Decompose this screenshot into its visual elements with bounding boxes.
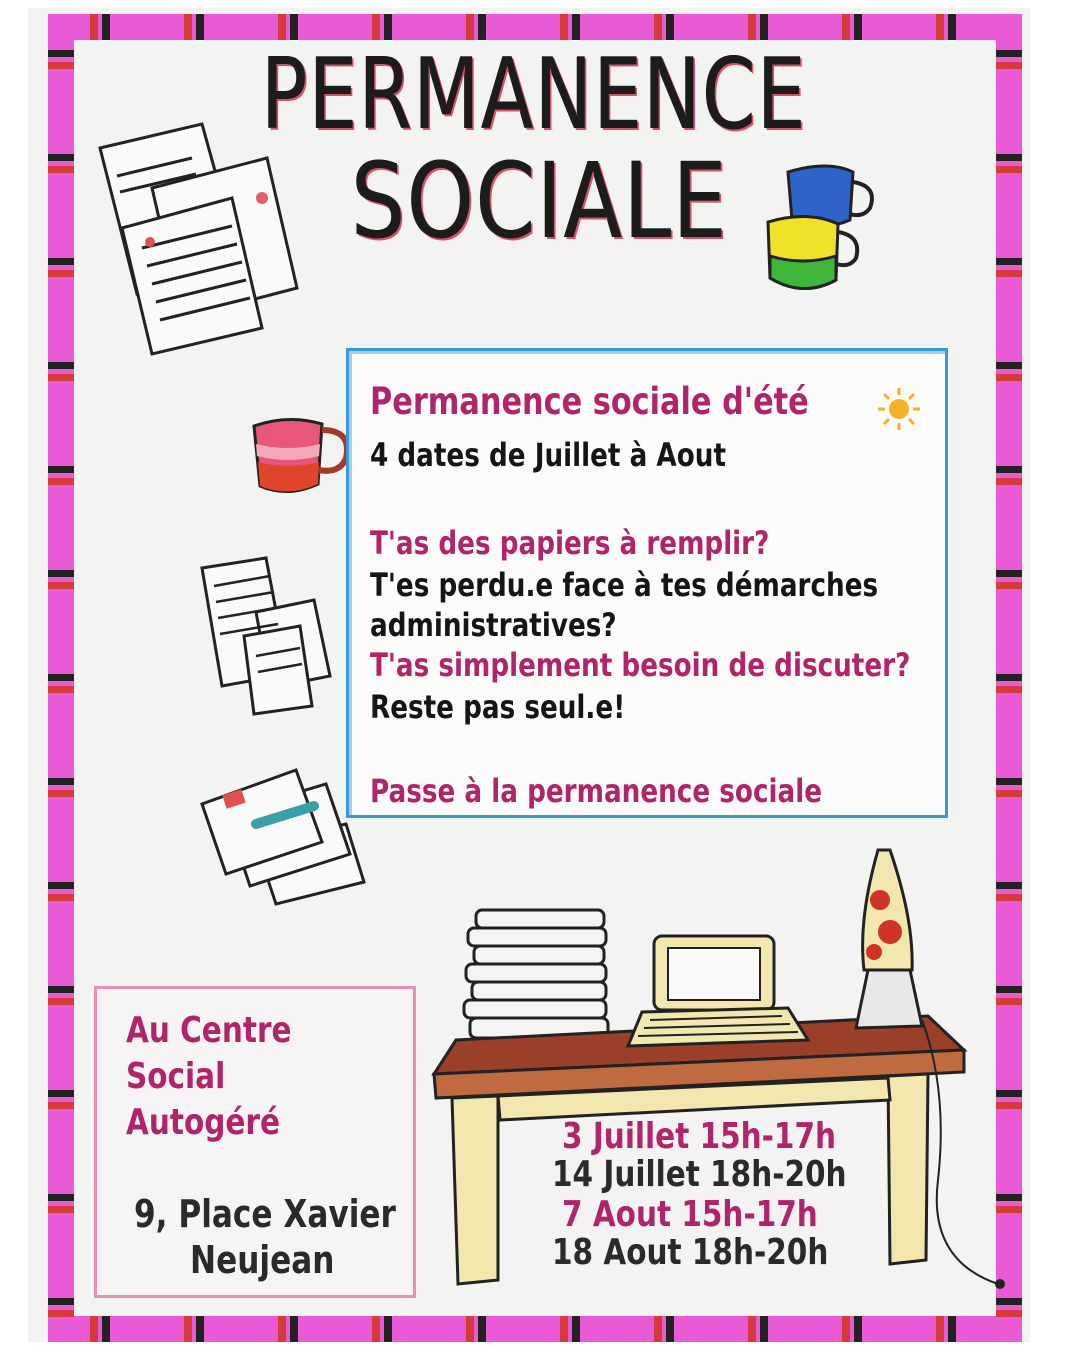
sun-icon: [876, 386, 922, 432]
border-stripe: [654, 14, 662, 40]
border-stripe: [466, 1316, 474, 1342]
border-stripe: [936, 14, 944, 40]
border-stripe: [278, 14, 286, 40]
border-stripe: [760, 1316, 768, 1342]
address-line2: Neujean: [190, 1238, 335, 1282]
border-stripe: [996, 1310, 1022, 1317]
border-stripe: [996, 154, 1022, 161]
border-stripe: [48, 790, 74, 797]
border-stripe: [560, 14, 568, 40]
border-stripe: [48, 1298, 74, 1305]
border-stripe: [948, 14, 956, 40]
location-line3: Autogéré: [126, 1102, 280, 1143]
border-stripe: [996, 674, 1022, 681]
border-stripe: [996, 50, 1022, 57]
border-stripe: [478, 14, 486, 40]
papers-small-icon: [196, 556, 336, 716]
info-question-lost-line1: T'es perdu.e face à tes démarches: [370, 566, 879, 604]
border-stripe: [102, 14, 110, 40]
border-stripe: [48, 1194, 74, 1201]
border-stripe: [48, 270, 74, 277]
border-stripe: [996, 582, 1022, 589]
border-stripe: [560, 1316, 568, 1342]
date-item: 7 Aout 15h-17h: [562, 1194, 818, 1235]
date-item: 14 Juillet 18h-20h: [552, 1154, 847, 1195]
info-question-papers: T'as des papiers à remplir?: [370, 524, 770, 562]
border-stripe: [48, 50, 74, 57]
border-stripe: [478, 1316, 486, 1342]
border-stripe: [48, 1206, 74, 1213]
date-item: 18 Aout 18h-20h: [552, 1232, 829, 1273]
border-stripe: [48, 894, 74, 901]
border-stripe: [196, 1316, 204, 1342]
border-stripe: [48, 166, 74, 173]
laptop-icon: [628, 936, 808, 1046]
border-stripe: [278, 1316, 286, 1342]
border-stripe: [48, 674, 74, 681]
border-stripe: [996, 362, 1022, 369]
border-stripe: [48, 362, 74, 369]
border-stripe: [936, 1316, 944, 1342]
mug-icon: [248, 400, 358, 500]
border-stripe: [184, 1316, 192, 1342]
info-heading: Permanence sociale d'été: [370, 380, 809, 423]
border-stripe: [572, 14, 580, 40]
border-stripe: [996, 570, 1022, 577]
border-stripe: [842, 1316, 850, 1342]
border-stripe: [384, 14, 392, 40]
border-stripe: [290, 1316, 298, 1342]
border-stripe: [290, 14, 298, 40]
border-stripe: [184, 14, 192, 40]
border-stripe: [996, 374, 1022, 381]
border-stripe: [760, 14, 768, 40]
border-stripe: [48, 582, 74, 589]
border-stripe: [48, 154, 74, 161]
border-stripe: [748, 14, 756, 40]
location-line1: Au Centre: [126, 1010, 292, 1051]
border-stripe: [102, 1316, 110, 1342]
border-stripe: [572, 1316, 580, 1342]
border-stripe: [996, 686, 1022, 693]
border-stripe: [384, 1316, 392, 1342]
border-stripe: [372, 1316, 380, 1342]
border-stripe: [854, 14, 862, 40]
border-stripe: [666, 14, 674, 40]
border-stripe: [996, 478, 1022, 485]
border-stripe: [948, 1316, 956, 1342]
border-stripe: [48, 478, 74, 485]
info-reassurance: Reste pas seul.e!: [370, 688, 626, 726]
border-stripe: [996, 778, 1022, 785]
papers-icon: [92, 118, 302, 358]
border-stripe: [854, 1316, 862, 1342]
border-stripe: [48, 1310, 74, 1317]
border-stripe: [48, 882, 74, 889]
info-subheading: 4 dates de Juillet à Aout: [370, 436, 726, 474]
info-call-to-action: Passe à la permanence sociale: [370, 772, 822, 810]
border-stripe: [996, 466, 1022, 473]
border-stripe: [842, 14, 850, 40]
border-stripe: [48, 986, 74, 993]
border-stripe: [48, 466, 74, 473]
border-stripe: [48, 778, 74, 785]
border-stripe: [48, 998, 74, 1005]
border-stripe: [372, 14, 380, 40]
poster-title-line2: SOCIALE: [351, 140, 729, 262]
info-question-discuss: T'as simplement besoin de discuter?: [370, 646, 911, 684]
border-stripe: [48, 1090, 74, 1097]
border-stripe: [748, 1316, 756, 1342]
border-stripe: [996, 270, 1022, 277]
border-stripe: [48, 62, 74, 69]
border-stripe: [666, 1316, 674, 1342]
border-stripe: [996, 790, 1022, 797]
border-stripe: [48, 258, 74, 265]
border-stripe: [48, 1102, 74, 1109]
mugs-icon: [758, 160, 888, 305]
border-stripe: [196, 14, 204, 40]
border-stripe: [48, 374, 74, 381]
location-line2: Social: [126, 1056, 226, 1097]
poster-title-line1: PERMANENCE: [261, 38, 808, 152]
border-stripe: [996, 62, 1022, 69]
border-stripe: [48, 570, 74, 577]
envelopes-icon: [196, 764, 371, 914]
border-stripe: [996, 258, 1022, 265]
date-item: 3 Juillet 15h-17h: [562, 1116, 837, 1157]
border-stripe: [90, 14, 98, 40]
info-question-lost-line2: administratives?: [370, 606, 617, 644]
address-line1: 9, Place Xavier: [134, 1192, 396, 1236]
paper-stack-icon: [464, 910, 608, 1038]
border-stripe: [90, 1316, 98, 1342]
border-stripe: [466, 14, 474, 40]
border-stripe: [654, 1316, 662, 1342]
border-stripe: [996, 166, 1022, 173]
border-stripe: [48, 686, 74, 693]
